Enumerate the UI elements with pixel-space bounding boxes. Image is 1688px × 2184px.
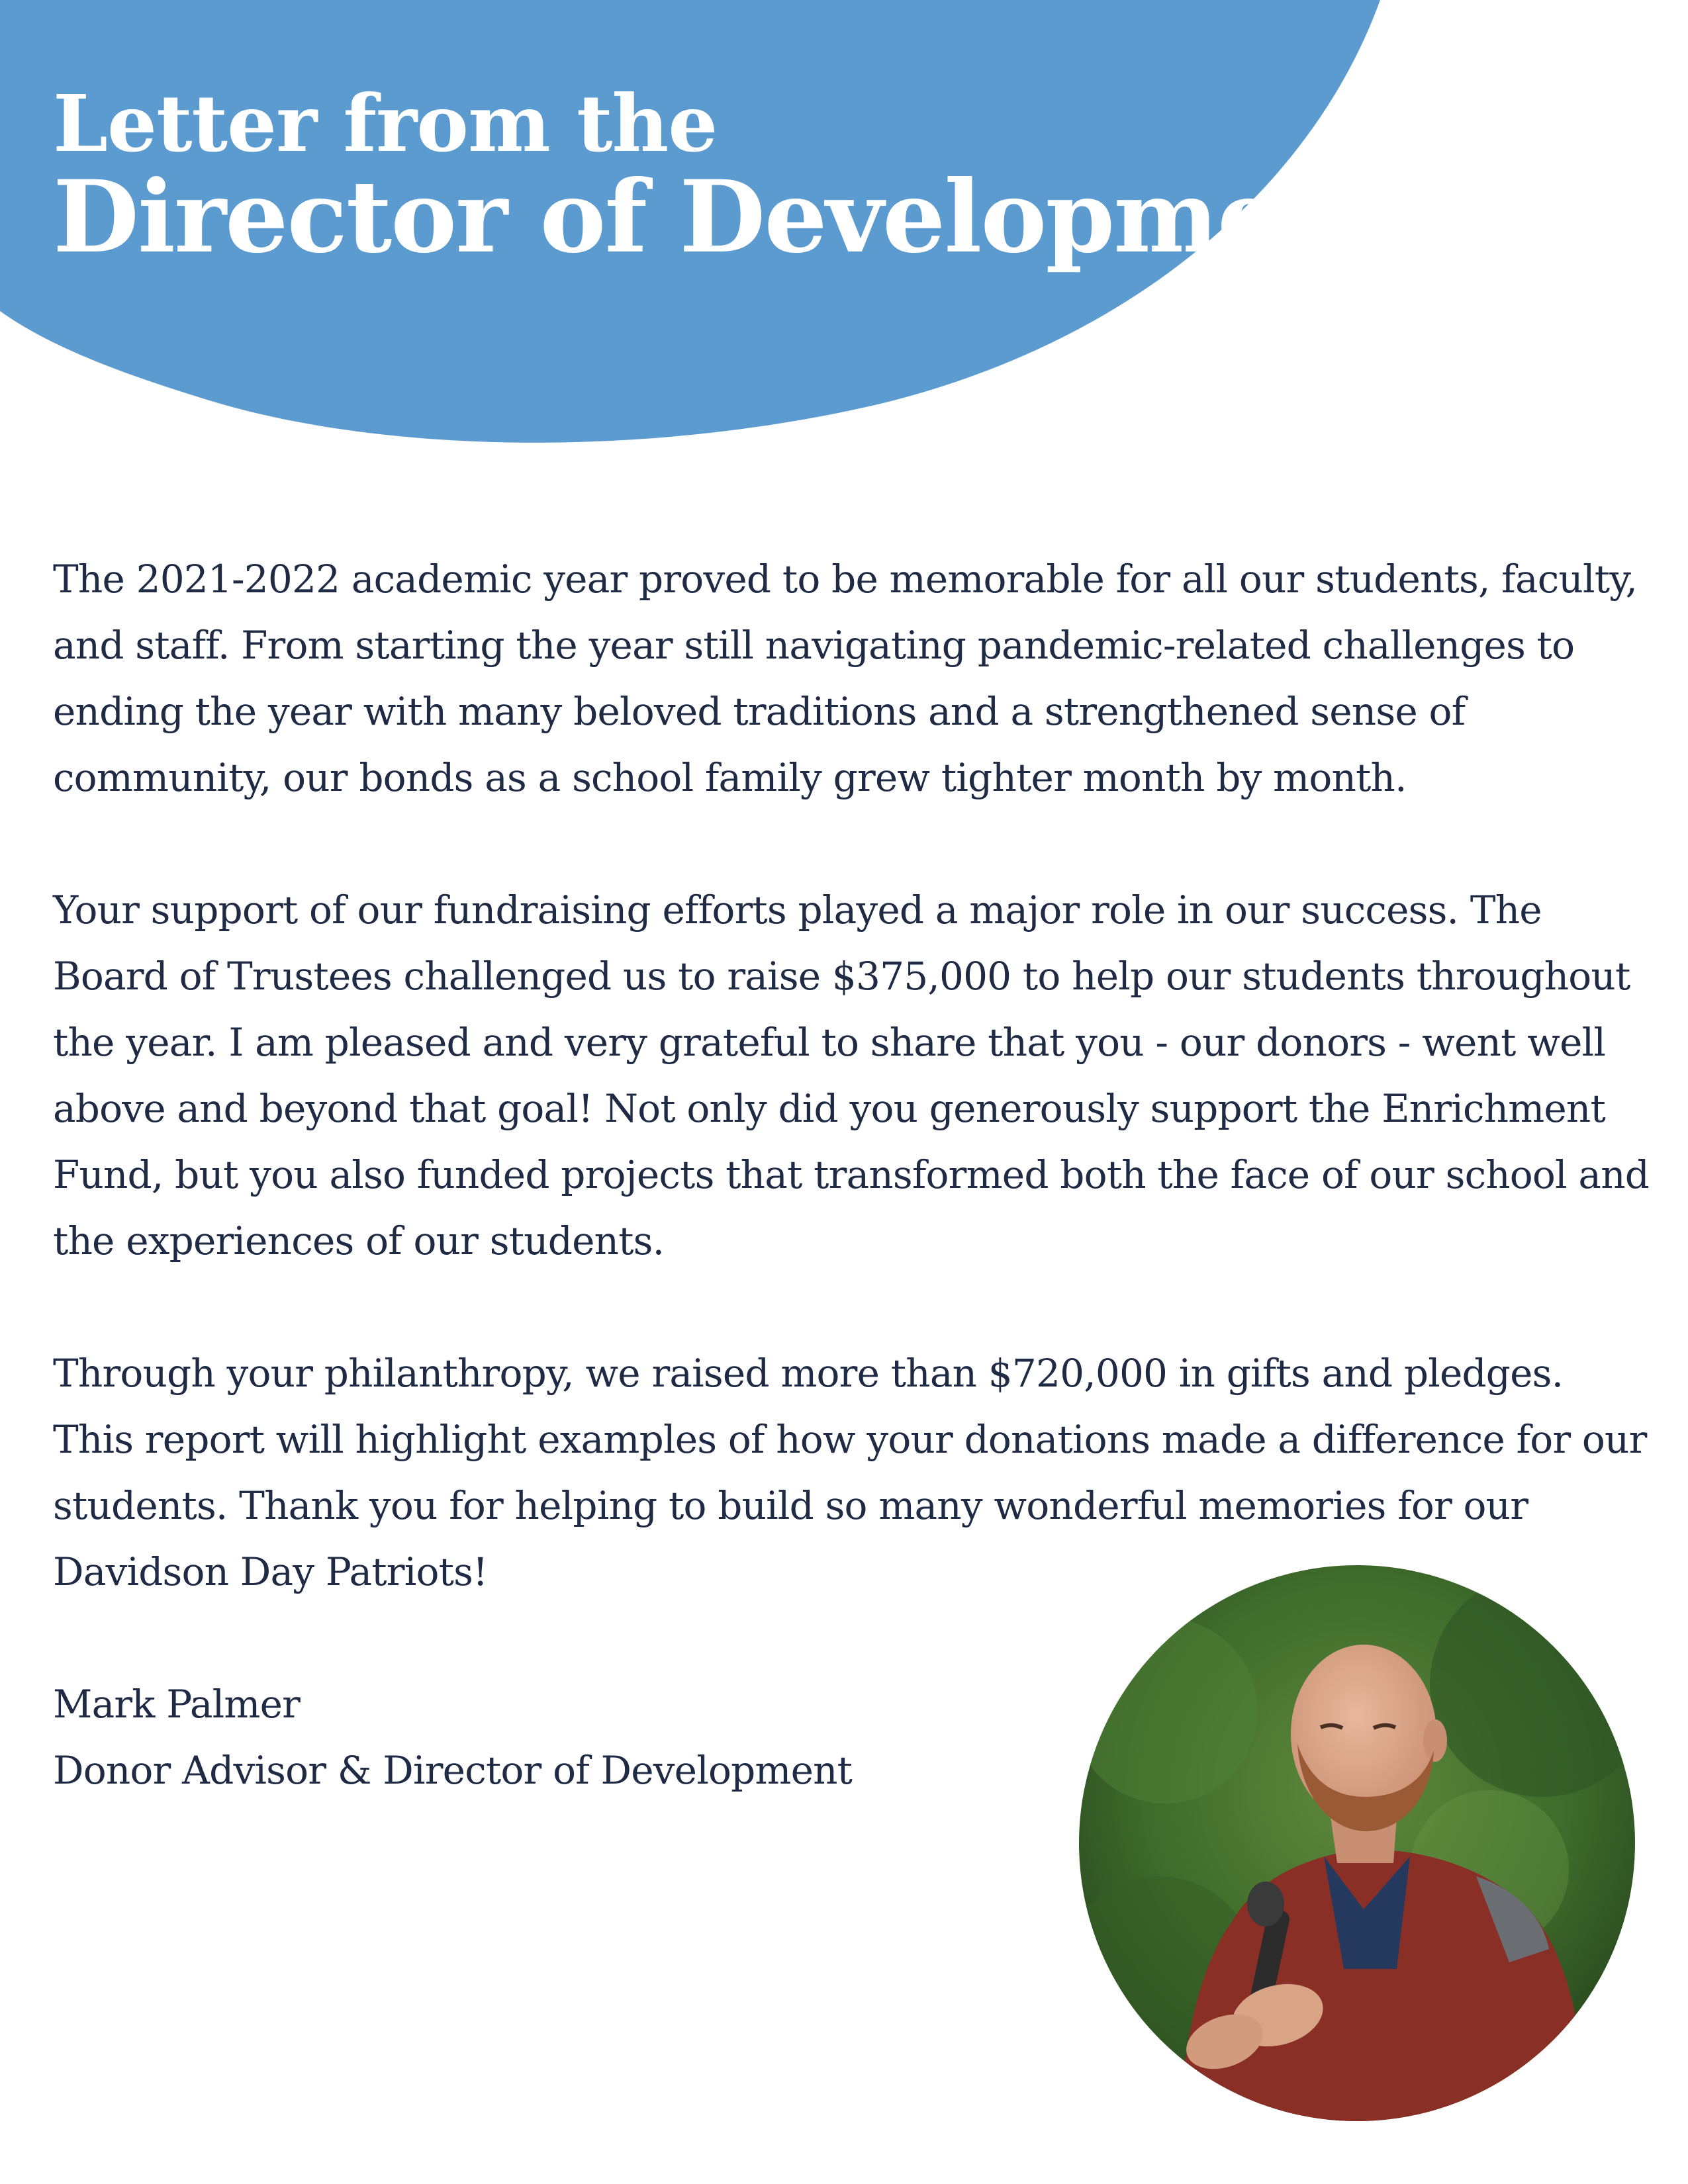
title-line-1: Letter from the bbox=[53, 77, 718, 170]
title-line-2: Director of Development bbox=[53, 158, 1395, 275]
letter-paragraph-2: Your support of our fundraising efforts played a major role in our success. The Board of Trustees challenged us to raise $375,000 to help our students throughout the year. I am pleased and very grateful to share that you - our donors - went well above and beyond that goal! Not only did you generously support the Enrichment Fund, but you also funded projects that transformed both the face of our school and the experiences of our students. bbox=[53, 887, 1650, 1263]
letter-paragraph-1: The 2021-2022 academic year proved to be memorable for all our students, faculty, and staff. From starting the year still navigating pandemic-related challenges to ending the year with many beloved traditions and a strengthened sense of community, our bonds as a school family grew tighter month by month. bbox=[53, 557, 1638, 800]
portrait-illustration bbox=[1079, 1565, 1635, 2121]
letter-paragraph-3: Through your philanthropy, we raised more than $720,000 in gifts and pledges. This report will highlight examples of how your donations made a difference for our students. Thank you for helping to build so many wonderful memories for our Davidson Day Patriots! bbox=[53, 1351, 1647, 1594]
page-title bbox=[53, 77, 1395, 275]
portrait-photo bbox=[1079, 1565, 1635, 2121]
signature-title: Donor Advisor & Director of Development bbox=[53, 1748, 853, 1793]
signature-name: Mark Palmer bbox=[53, 1682, 301, 1727]
